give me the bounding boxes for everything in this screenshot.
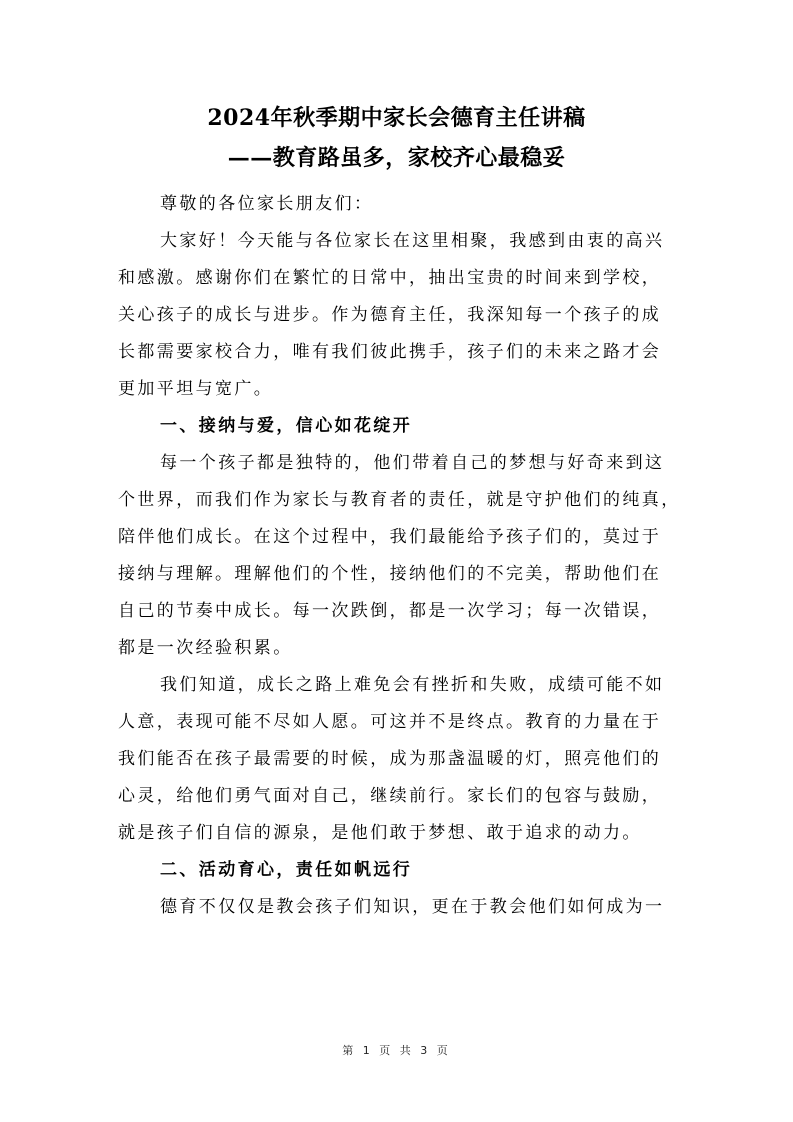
- paragraph-line: 个世界，而我们作为家长与教育者的责任，就是守护他们的纯真，: [118, 490, 681, 510]
- document-title: 2024年秋季期中家长会德育主任讲稿: [207, 105, 586, 131]
- paragraph-line: 长都需要家校合力，唯有我们彼此携手，孩子们的未来之路才会: [118, 342, 662, 362]
- salutation: 尊敬的各位家长朋友们：: [160, 194, 374, 214]
- page-number-footer: 第 1 页 共 3 页: [342, 1044, 451, 1057]
- section-heading-1: 一、接纳与爱，信心如花绽开: [160, 416, 413, 436]
- section-heading-2: 二、活动育心，责任如帆远行: [160, 860, 413, 880]
- document-subtitle: ——教育路虽多，家校齐心最稳妥: [227, 145, 566, 171]
- paragraph-line: 我们能否在孩子最需要的时候，成为那盏温暖的灯，照亮他们的: [118, 749, 662, 769]
- paragraph-line: 心灵，给他们勇气面对自己，继续前行。家长们的包容与鼓励，: [118, 786, 662, 806]
- paragraph-line: 人意，表现可能不尽如人愿。可这并不是终点。教育的力量在于: [118, 712, 662, 732]
- paragraph-line: 德育不仅仅是教会孩子们知识，更在于教会他们如何成为一: [160, 897, 665, 917]
- paragraph-line: 自己的节奏中成长。每一次跌倒，都是一次学习；每一次错误，: [118, 601, 662, 621]
- paragraph-line: 接纳与理解。理解他们的个性，接纳他们的不完美，帮助他们在: [118, 564, 662, 584]
- paragraph-line: 关心孩子的成长与进步。作为德育主任，我深知每一个孩子的成: [118, 305, 662, 325]
- paragraph-line: 大家好！今天能与各位家长在这里相聚，我感到由衷的高兴: [160, 231, 665, 251]
- paragraph-line: 每一个孩子都是独特的，他们带着自己的梦想与好奇来到这: [160, 453, 665, 473]
- paragraph-line: 陪伴他们成长。在这个过程中，我们最能给予孩子们的，莫过于: [118, 527, 662, 547]
- paragraph-line: 和感激。感谢你们在繁忙的日常中，抽出宝贵的时间来到学校，: [118, 268, 662, 288]
- paragraph-line: 都是一次经验积累。: [118, 638, 293, 658]
- paragraph-line: 我们知道，成长之路上难免会有挫折和失败，成绩可能不如: [160, 675, 665, 695]
- paragraph-line: 更加平坦与宽广。: [118, 379, 274, 399]
- document-body: [118, 186, 681, 926]
- paragraph-line: 就是孩子们自信的源泉，是他们敢于梦想、敢于追求的动力。: [118, 823, 642, 843]
